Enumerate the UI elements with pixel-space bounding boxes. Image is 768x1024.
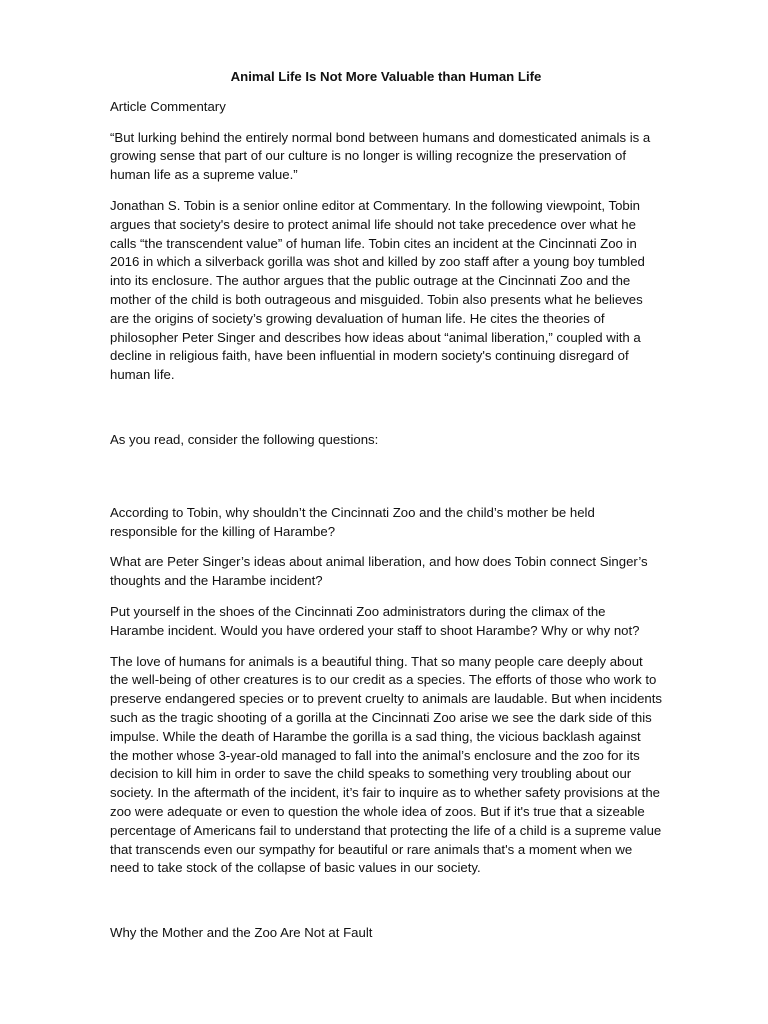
section-heading: Why the Mother and the Zoo Are Not at Fault <box>110 925 373 941</box>
document-content <box>110 68 662 955</box>
question-1: According to Tobin, why shouldn’t the Cincinnati Zoo and the child’s mother be held responsible for the killing of Harambe? <box>110 504 595 539</box>
document-title: Animal Life Is Not More Valuable than Human Life <box>230 69 542 84</box>
spacer <box>110 462 662 504</box>
spacer <box>110 890 662 924</box>
source-label: Article Commentary <box>110 98 226 114</box>
questions-prompt: As you read, consider the following questions: <box>110 431 379 447</box>
intro-paragraph: Jonathan S. Tobin is a senior online editor at Commentary. In the following viewpoint, Tobin argues that society's desire to protect animal life should not take precedence over what he calls “the transcendent value” of human life. Tobin cites an incident at the Cincinnati Zoo in 2016 in which a silverback gorilla was shot and killed by zoo staff after a young boy tumbled into its enclosure. The author argues that the public outrage at the Cincinnati Zoo and the mother of the child is both outrageous and misguided. Tobin also presents what he believes are the origins of society’s growing devaluation of human life. He cites the theories of philosopher Peter Singer and describes how ideas about “animal liberation,” coupled with a decline in religious faith, have been influential in modern society's continuing disregard of human life. <box>110 197 645 383</box>
question-2: What are Peter Singer’s ideas about animal liberation, and how does Tobin connect Singer’s thoughts and the Harambe incident? <box>110 554 648 589</box>
spacer <box>110 397 662 431</box>
body-paragraph: The love of humans for animals is a beautiful thing. That so many people care deeply about the well-being of other creatures is to our credit as a species. The efforts of those who work to preserve endangered species or to prevent cruelty to animals are laudable. But when incidents such as the tragic shooting of a gorilla at the Cincinnati Zoo arise we see the dark side of this impulse. While the death of Harambe the gorilla is a sad thing, the vicious backlash against the mother whose 3-year-old managed to fall into the animal’s enclosure and the zoo for its decision to kill him in order to save the child speaks to something very troubling about our society. In the aftermath of the incident, it’s fair to inquire as to whether safety provisions at the zoo were adequate or even to question the whole idea of zoos. But if it's true that a sizeable percentage of Americans fail to understand that protecting the life of a child is a supreme value that transcends even our sympathy for beautiful or rare animals that's a moment when we need to take stock of the collapse of basic values in our society. <box>110 653 663 876</box>
epigraph-quote: “But lurking behind the entirely normal bond between humans and domesticated animals is a growing sense that part of our culture is no longer is willing recognize the preservation of human life as a supreme value.” <box>110 129 651 183</box>
question-3: Put yourself in the shoes of the Cincinnati Zoo administrators during the climax of the Harambe incident. Would you have ordered your staff to shoot Harambe? Why or why not? <box>110 603 640 638</box>
